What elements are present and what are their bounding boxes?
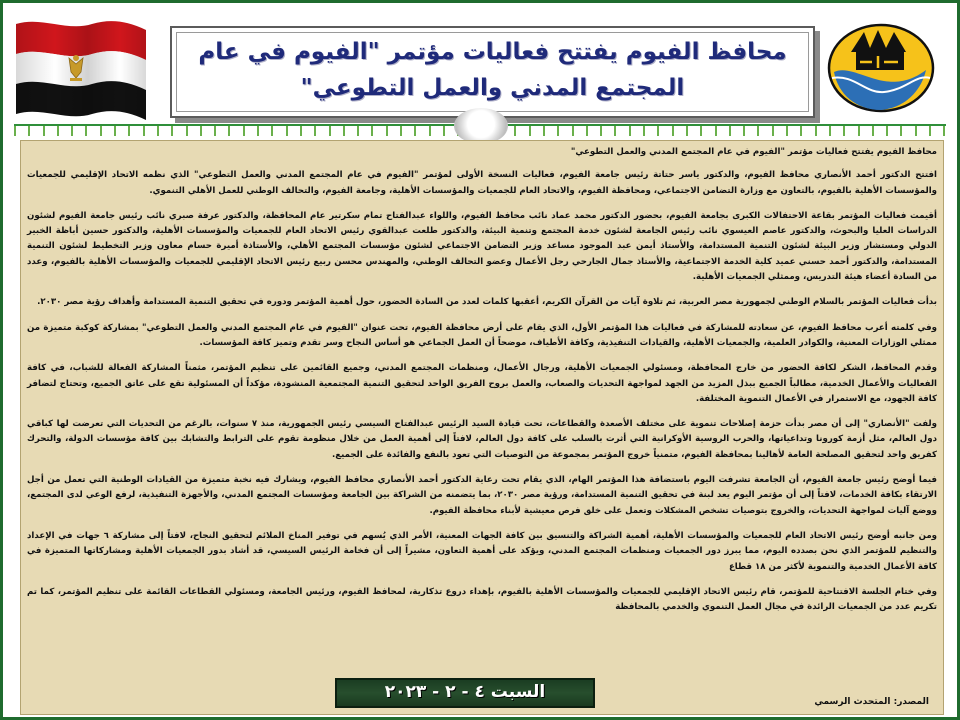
article-headline: محافظ الفيوم يفتتح فعاليات مؤتمر "الفيوم في عام المجتمع المدني والعمل التطوعي" [570, 147, 937, 157]
article-source: المصدر: المتحدث الرسمي [814, 697, 929, 707]
article-paragraph: فيما أوضح رئيس جامعة الفيوم، أن الجامعة تشرفت اليوم باستضافة هذا المؤتمر الهام، الذي يقام تحت رعاية الدكتور أحمد الأنصاري محافظ الفيوم، ويشارك فيه نخبة متميزة من القيادات الوطنية التي تعمل من أجل الارتقاء بكافة الخدمات، لافتاً إلى أن مؤتمر اليوم يعد لبنة في تحقيق التنمية المستدامة، ورؤية مصر ٢٠٣٠، بما يتضمنه من الشراكة بين الجامعة ومؤسسات المجتمع المدني، والأجهزة التنفيذية، لرفع الوعي لدى المجتمع، ووضع آليات لمواجهة التحديات، والخروج بتوصيات تشخص المشكلات وتعمل على خلق فرص معيشية لأبناء محافظة الفيوم. [27, 475, 937, 516]
article-paragraph: أقيمت فعاليات المؤتمر بقاعة الاحتفالات الكبرى بجامعة الفيوم، بحضور الدكتور محمد عماد نائب محافظ الفيوم، واللواء عبدالفتاح تمام سكرتير عام المحافظة، والدكتور عرفة صبري نائب رئيس جامعة الفيوم لشئون الدراسات العليا والبحوث، والدكتور عاصم العيسوي نائب رئيس الجامعة لشئون خدمة المجتمع وتنمية البيئة، والدكتور طلعت عبدالقوي رئيس الاتحاد العام للجمعيات والمؤسسات الأهلية، والدكتور حسين أباظة الخبير الدولي ومستشار وزير البيئة لشئون التنمية المستدامة، والأستاذ أيمن عبد الموجود مساعد وزير التضامن الاجتماعي لشئون مؤسسات المجتمع الأهلي، والأستاذة أميرة حسام معاون وزير التخطيط لشئون التنمية المستدامة، والدكتور أحمد حسني عميد كلية الخدمة الاجتماعية، والأستاذ جمال الجارحي رجل الأعمال وعضو التحالف الوطني، والمهندس محسن ربيع رئيس الاتحاد الإقليمي للجمعيات والمؤسسات الأهلية بالفيوم، وعدد من السادة أعضاء هيئة التدريس، وممثلي الجمعيات الأهلية. [27, 210, 937, 283]
article-paragraph: ومن جانبه أوضح رئيس الاتحاد العام للجمعيات والمؤسسات الأهلية، أهمية الشراكة والتنسيق بين كافة الجهات المعنية، الأمر الذي يُسهم في توفير المناخ الملائم لتحقيق النجاح، لافتاً إلى مشاركة ٦ جهات في الإعداد والتنظيم للمؤتمر الذي نحن بصدده اليوم، مما يبرز دور الجمعيات ومنظمات المجتمع المدني، ويؤكد على أهمية التعاون، مشيراً إلى أن فخامة الرئيس السيسي، قد أشاد بدور الجمعيات الأهلية ومشاركاتها المتميزة في كافة الأعمال الخدمية والتنموية لأكثر من ١٨ قطاع [27, 530, 938, 572]
article-paragraph: وفي ختام الجلسة الافتتاحية للمؤتمر، قام رئيس الاتحاد الإقليمي للجمعيات والمؤسسات الأهلية بالفيوم، بإهداء دروع تذكارية، لمحافظ الفيوم، ورئيس الجامعة، ومسئولي القطاعات القائمة على تنظيم المؤتمر، كما تم تكريم عدد من الجمعيات الرائدة في مجال العمل التنموي والخدمي بالمحافظة [27, 586, 937, 613]
date-text: السبت ٤ - ٢ - ٢٠٢٣ [384, 682, 546, 702]
article-panel [20, 140, 944, 715]
article-paragraph: ولفت "الأنصاري" إلى أن مصر بدأت حزمة إصلاحات تنموية على مختلف الأصعدة والقطاعات، تحت قيادة السيد الرئيس عبدالفتاح السيسي رئيس الجمهورية، منذ ٧ سنوات، بالرغم من التحديات التي تعرضت لها كباقي دول العالم، مثل أزمة كورونا وتداعياتها، والحرب الروسية الأوكرانية التي أثرت بالسلب على كافة دول العالم، لافتاً إلى أهمية العمل من خلال منظومة تقوم على الترابط والتشابك بين كافة مؤسسات الدولة، والتحرك كفريق واحد لتحقيق المصلحة العامة لأهالينا بمحافظة الفيوم، متمنياً خروج المؤتمر بمجموعة من التوصيات التي تعود بالنفع والفائدة على الجميع. [27, 419, 937, 460]
date-banner [335, 678, 595, 708]
page-title: محافظ الفيوم يفتتح فعاليات مؤتمر "الفيوم في عام المجتمع المدني والعمل التطوعي" [198, 39, 787, 101]
decorative-circle [454, 108, 508, 144]
article-paragraph: وقدم المحافظ، الشكر لكافة الحضور من خارج المحافظة، ومسئولي الجمعيات الأهلية، ورجال الأعمال، ومنظمات المجتمع المدني، وجميع القائمين على تنظيم المؤتمر، مثمناً المشاركة الفعالة للشباب، في كافة الفعاليات والأعمال الخدمية، مطالباً الجميع ببذل المزيد من الجهد لمواجهة التحديات والصعاب، والعمل بروح الفريق الواحد لتحقيق التنمية المجتمعية المنشودة، مؤكداً أن المسئولية تقع على عاتق الجميع، وتحتاج لتضافر كافة الجهود، مع الاستمرار في الأعمال التنموية المختلفة. [27, 363, 937, 404]
fayoum-logo-icon [826, 22, 936, 114]
article-body [27, 145, 937, 625]
article-paragraph: وفي كلمته أعرب محافظ الفيوم، عن سعادته للمشاركة في فعاليات هذا المؤتمر الأول، الذي يقام على أرض محافظة الفيوم، تحت عنوان "الفيوم في عام المجتمع المدني والعمل التطوعي" بمشاركة كوكبة متميزة من ممثلي الوزارات المعنية، والكوادر العلمية، والجمعيات الأهلية، والقيادات التنفيذية، وكافة الأطياف، موضحاً أن العمل الجماعي هو أساس النجاح وسر تقدم وتميز كافة المؤسسات. [27, 322, 937, 348]
title-box [170, 26, 815, 118]
article-paragraph: افتتح الدكتور أحمد الأنصاري محافظ الفيوم، والدكتور ياسر حتاتة رئيس جامعة الفيوم، فعاليات النسخة الأولى لمؤتمر "الفيوم في عام المجتمع المدني والعمل التطوعي" الذي نظمه الاتحاد الإقليمي للجمعيات والمؤسسات الأهلية بالفيوم، بالتعاون مع وزارة التضامن الاجتماعي، ومحافظة الفيوم، والاتحاد العام للجمعيات والمؤسسات الأهلية، وجامعة الفيوم، والتحالف الوطني للعمل الأهلي التنموي. [27, 170, 937, 196]
egypt-flag-icon [12, 14, 148, 124]
article-paragraph: بدأت فعاليات المؤتمر بالسلام الوطني لجمهورية مصر العربية، ثم تلاوة آيات من القرآن الكريم، أعقبها كلمات لعدد من السادة الحضور، حول أهمية المؤتمر ودوره في تحقيق التنمية المستدامة وأهداف رؤية مصر ٢٠٣٠. [37, 297, 937, 308]
